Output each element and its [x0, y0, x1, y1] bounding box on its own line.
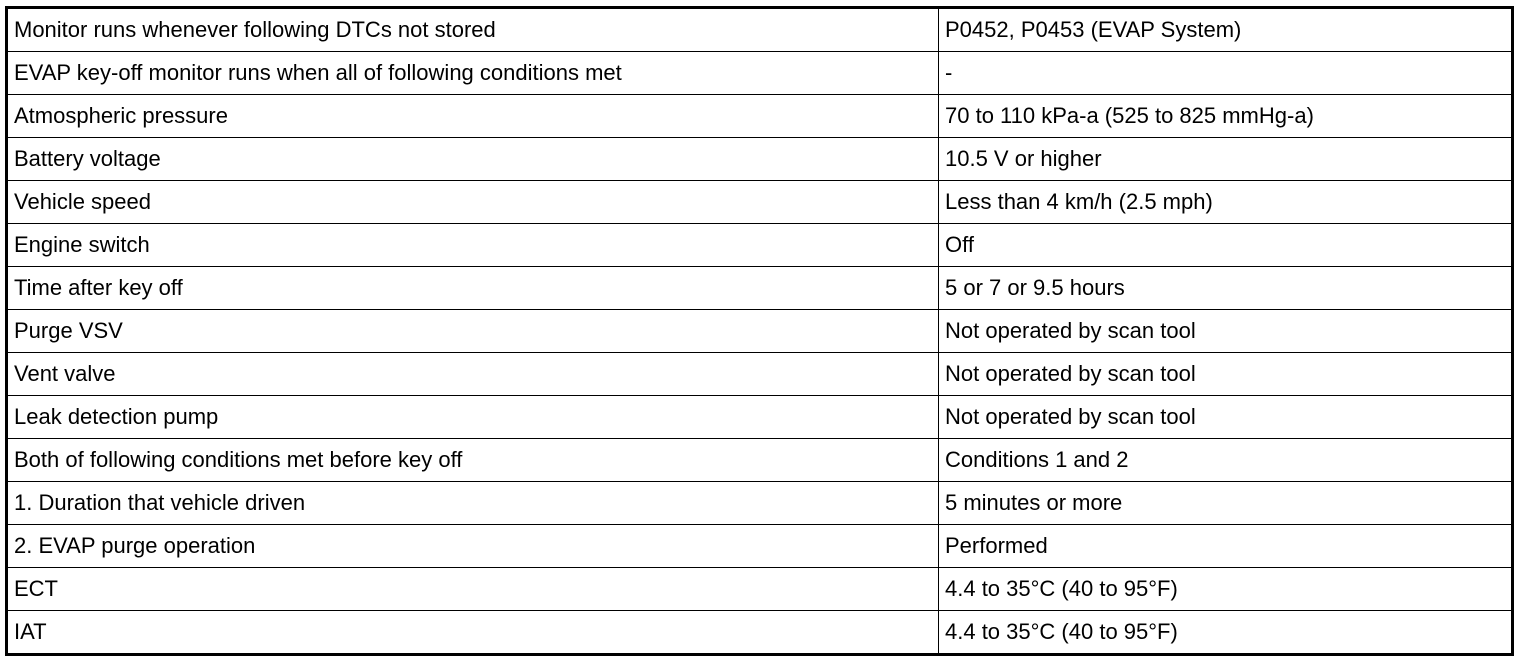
- table-row: [7, 353, 1513, 396]
- parameter-cell: Vehicle speed: [7, 181, 939, 224]
- parameter-cell: Purge VSV: [7, 310, 939, 353]
- parameter-cell: Time after key off: [7, 267, 939, 310]
- table-row: [7, 224, 1513, 267]
- value-cell: Less than 4 km/h (2.5 mph): [939, 181, 1513, 224]
- parameter-cell: Vent valve: [7, 353, 939, 396]
- value-cell: Conditions 1 and 2: [939, 439, 1513, 482]
- value-cell: Off: [939, 224, 1513, 267]
- table-row: [7, 396, 1513, 439]
- value-cell: 10.5 V or higher: [939, 138, 1513, 181]
- value-cell: 5 or 7 or 9.5 hours: [939, 267, 1513, 310]
- parameter-cell: ECT: [7, 568, 939, 611]
- parameter-cell: Both of following conditions met before key off: [7, 439, 939, 482]
- value-cell: Performed: [939, 525, 1513, 568]
- table-row: [7, 181, 1513, 224]
- parameter-cell: 1. Duration that vehicle driven: [7, 482, 939, 525]
- table-row: [7, 95, 1513, 138]
- value-cell: Not operated by scan tool: [939, 310, 1513, 353]
- parameter-cell: EVAP key-off monitor runs when all of following conditions met: [7, 52, 939, 95]
- table-row: [7, 52, 1513, 95]
- value-cell: Not operated by scan tool: [939, 396, 1513, 439]
- table-row: [7, 439, 1513, 482]
- value-cell: 4.4 to 35°C (40 to 95°F): [939, 568, 1513, 611]
- value-cell: 5 minutes or more: [939, 482, 1513, 525]
- table-row: [7, 568, 1513, 611]
- value-cell: P0452, P0453 (EVAP System): [939, 8, 1513, 52]
- parameter-cell: Engine switch: [7, 224, 939, 267]
- table-row: [7, 525, 1513, 568]
- value-cell: 4.4 to 35°C (40 to 95°F): [939, 611, 1513, 655]
- parameter-cell: Battery voltage: [7, 138, 939, 181]
- parameter-cell: Leak detection pump: [7, 396, 939, 439]
- value-cell: 70 to 110 kPa-a (525 to 825 mmHg-a): [939, 95, 1513, 138]
- table-row: [7, 310, 1513, 353]
- value-cell: -: [939, 52, 1513, 95]
- parameter-cell: 2. EVAP purge operation: [7, 525, 939, 568]
- table-row: [7, 138, 1513, 181]
- conditions-table: [5, 6, 1514, 656]
- table-row: [7, 8, 1513, 52]
- value-cell: Not operated by scan tool: [939, 353, 1513, 396]
- parameter-cell: Monitor runs whenever following DTCs not stored: [7, 8, 939, 52]
- table-row: [7, 267, 1513, 310]
- parameter-cell: IAT: [7, 611, 939, 655]
- parameter-cell: Atmospheric pressure: [7, 95, 939, 138]
- table-row: [7, 482, 1513, 525]
